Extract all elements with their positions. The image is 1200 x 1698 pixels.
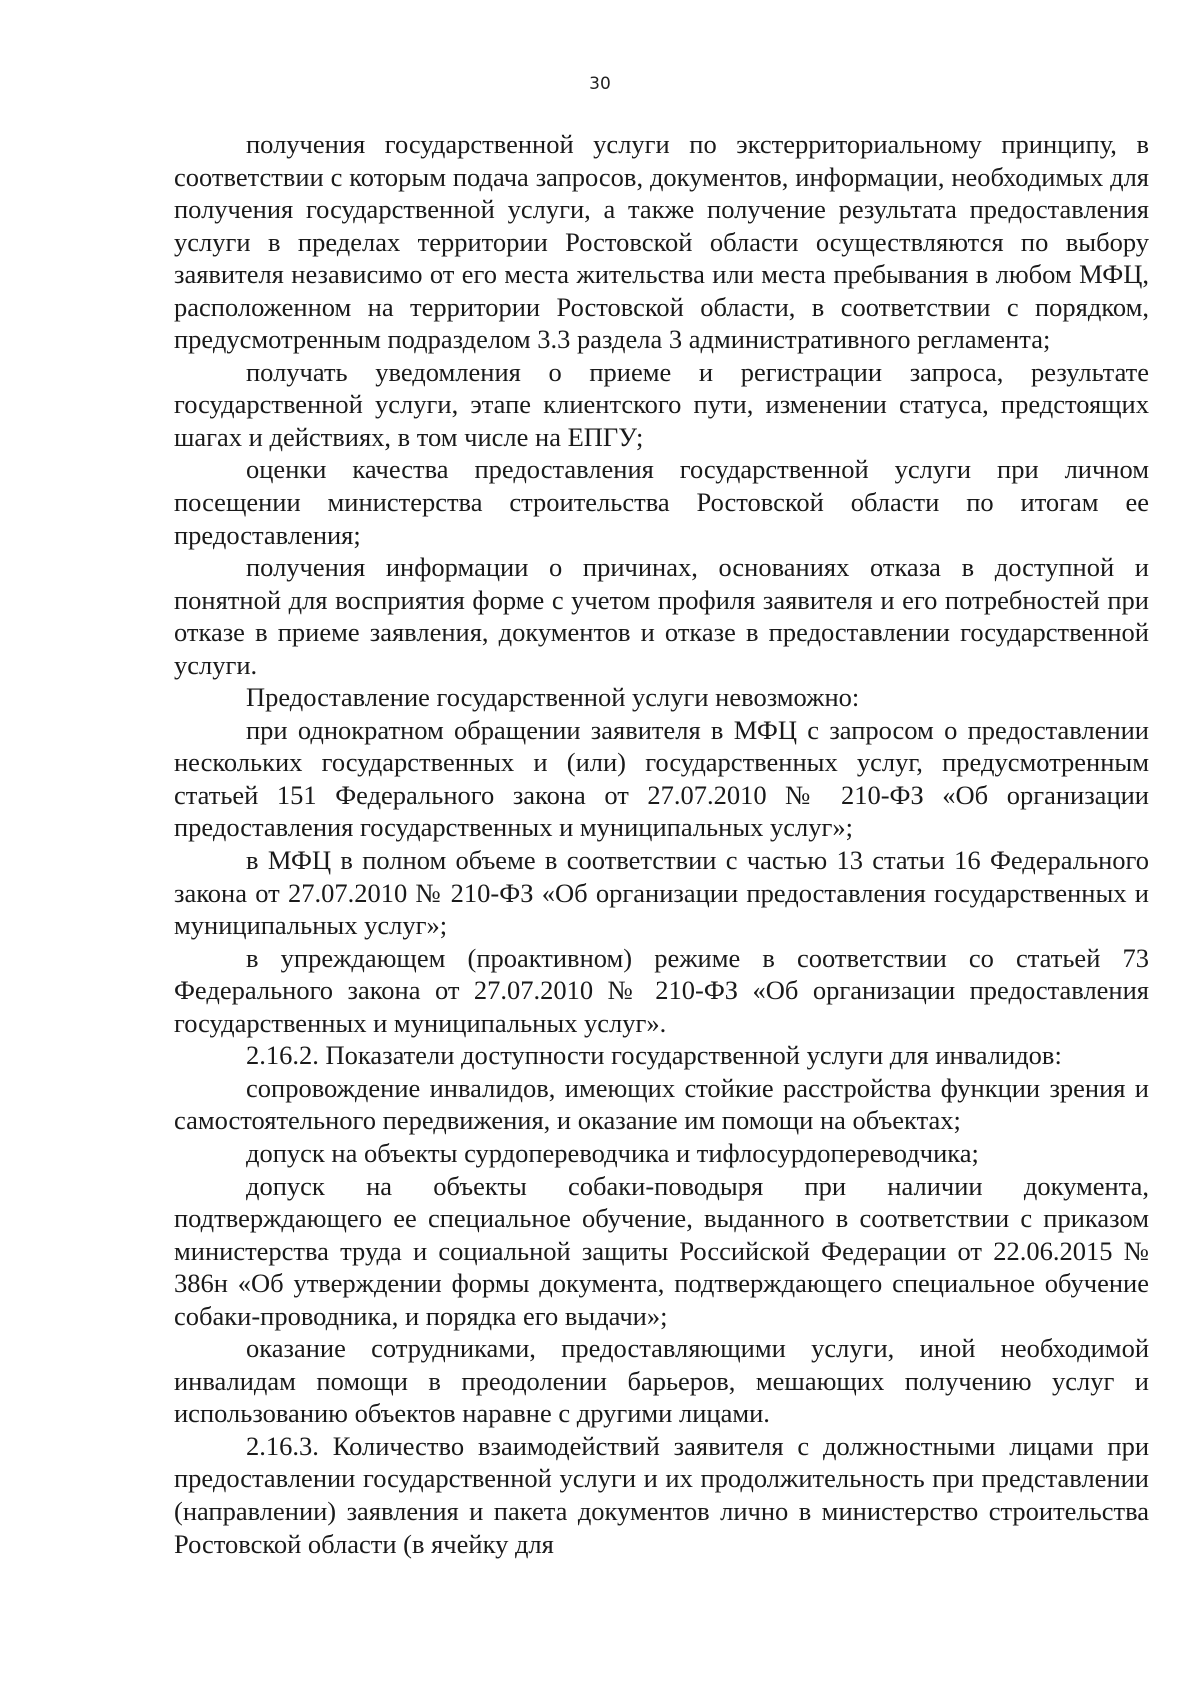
section-heading: 2.16.3. Количество взаимодействий заявителя с должностными лицами при предоставлении государственной услуги и их продолжительность при представлении (направлении) заявления и пакета документов лично в министерство строительства Ростовской области (в ячейку для <box>174 1430 1149 1559</box>
paragraph: допуск на объекты собаки-поводыря при наличии документа, подтверждающего ее специальное обучение, выданного в соответствии с приказом министерства труда и социальной защиты Российской Федерации от 22.06.2015 № 386н «Об утверждении формы документа, подтверждающего специальное обучение собаки-проводника, и порядка его выдачи»; <box>174 1170 1149 1331</box>
page-number: 30 <box>589 74 611 94</box>
paragraph: при однократном обращении заявителя в МФЦ с запросом о предоставлении нескольких государственных и (или) государственных услуг, предусмотренным статьей 151 Федерального закона от 27.07.2010 № 210-ФЗ «Об организации предоставления государственных и муниципальных услуг»; <box>174 714 1149 843</box>
paragraph: оценки качества предоставления государственной услуги при личном посещении министерства строительства Ростовской области по итогам ее предоставления; <box>174 454 1149 550</box>
paragraph: в МФЦ в полном объеме в соответствии с частью 13 статьи 16 Федерального закона от 27.07.2010 № 210-ФЗ «Об организации предоставления государственных и муниципальных услуг»; <box>174 845 1149 941</box>
section-heading: 2.16.2. Показатели доступности государственной услуги для инвалидов: <box>246 1040 1062 1071</box>
paragraph: допуск на объекты сурдопереводчика и тифлосурдопереводчика; <box>246 1137 979 1168</box>
paragraph: сопровождение инвалидов, имеющих стойкие расстройства функции зрения и самостоятельного передвижения, и оказание им помощи на объектах; <box>174 1072 1149 1136</box>
paragraph: оказание сотрудниками, предоставляющими услуги, иной необходимой инвалидам помощи в преодолении барьеров, мешающих получению услуг и использованию объектов наравне с другими лицами. <box>174 1333 1149 1429</box>
document-body <box>174 128 1149 1560</box>
paragraph: получения государственной услуги по экстерриториальному принципу, в соответствии с которым подача запросов, документов, информации, необходимых для получения государственной услуги, а также получение результата предоставления услуги в пределах территории Ростовской области осуществляются по выбору заявителя независимо от его места жительства или места пребывания в любом МФЦ, расположенном на территории Ростовской области, в соответствии с порядком, предусмотренным подразделом 3.3 раздела 3 административного регламента; <box>174 129 1149 355</box>
paragraph: Предоставление государственной услуги невозможно: <box>246 682 860 713</box>
paragraph: в упреждающем (проактивном) режиме в соответствии со статьей 73 Федерального закона от 27.07.2010 № 210-ФЗ «Об организации предоставления государственных и муниципальных услуг». <box>174 942 1149 1038</box>
paragraph: получения информации о причинах, основаниях отказа в доступной и понятной для восприятия форме с учетом профиля заявителя и его потребностей при отказе в приеме заявления, документов и отказе в предоставлении государственной услуги. <box>174 552 1149 680</box>
paragraph: получать уведомления о приеме и регистрации запроса, результате государственной услуги, этапе клиентского пути, изменении статуса, предстоящих шагах и действиях, в том числе на ЕПГУ; <box>174 356 1149 452</box>
